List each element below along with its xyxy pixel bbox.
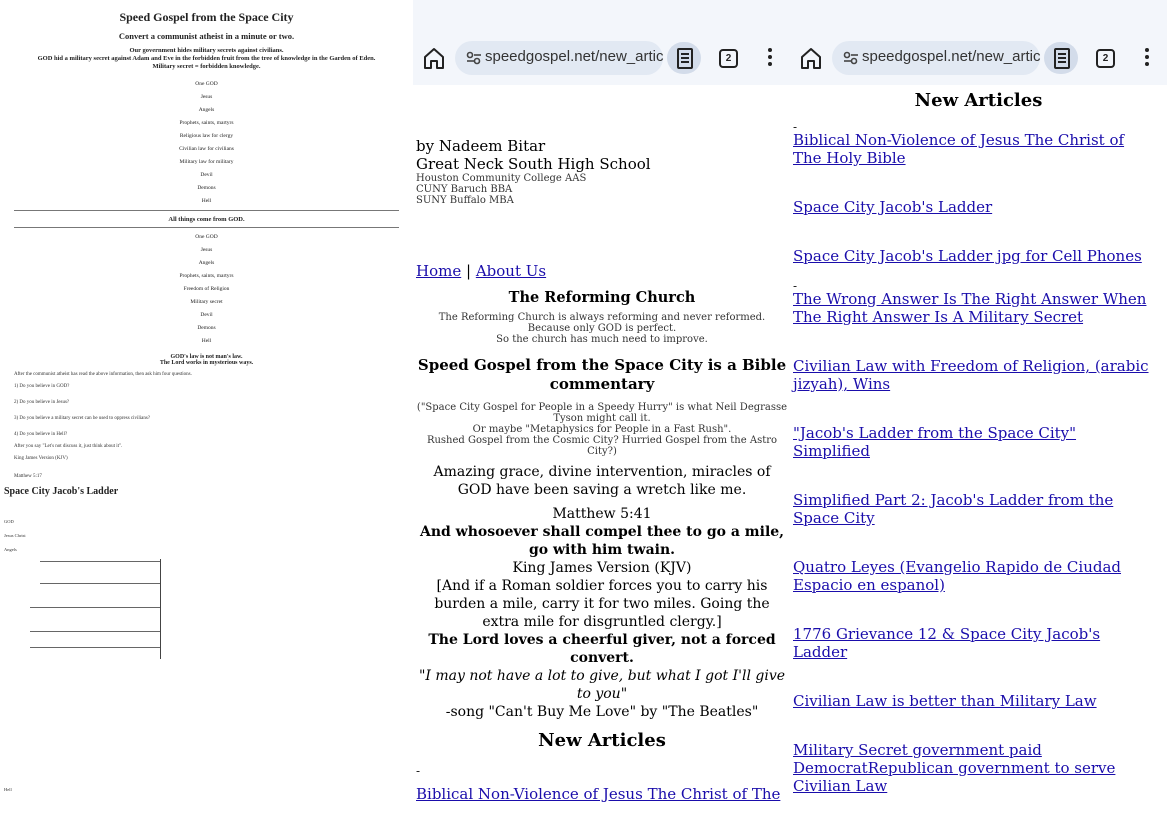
school-line: SUNY Buffalo MBA	[416, 195, 514, 206]
question-line: 2) Do you believe in Jesus?	[14, 400, 70, 405]
song-quote: "I may not have a lot to give, but what I got I'll give to you"	[418, 668, 786, 702]
law-line: The Lord works in mysterious ways.	[159, 360, 254, 366]
intro-line: GOD hid a military secret against Adam and Eve in the forbidden fruit from the tree of knowledge in the Garden of Eden.	[37, 55, 376, 62]
ladder-item: Hell	[201, 198, 212, 204]
intro-line: Military secret = forbidden knowledge.	[152, 63, 261, 70]
address-bar[interactable]	[455, 41, 663, 75]
quote-line: ("Space City Gospel for People in a Speedy Hurry" is what Neil Degrasse Tyson might call it.	[416, 402, 788, 424]
ladder-line	[30, 631, 160, 632]
question-line: After you say "Let's not discuss it, just think about it".	[14, 444, 123, 449]
ladder-line	[40, 561, 160, 562]
verse-text: And whosoever shall compel thee to go a mile, go with him twain.	[419, 524, 785, 558]
ladder-line	[30, 607, 160, 608]
reader-mode-button[interactable]	[667, 42, 701, 74]
new-articles-heading	[416, 730, 788, 751]
question-line: King James Version (KJV)	[14, 456, 68, 461]
home-link[interactable]: Home	[416, 262, 462, 280]
reforming-heading: The Reforming Church	[508, 289, 696, 306]
school-line: Houston Community College AAS	[416, 173, 587, 184]
ladder-label: GOD	[4, 519, 14, 524]
left-screenshot-panel	[0, 0, 413, 819]
commentary-section	[416, 356, 788, 721]
ladder-bottom-list	[0, 234, 413, 344]
ladder-item: Devil	[200, 172, 213, 178]
ladder-item: One GOD	[195, 81, 218, 87]
article-link[interactable]: 1776 Grievance 12 & Space City Jacob's Ladder	[793, 625, 1101, 661]
intro-text	[0, 47, 413, 71]
article-list	[793, 120, 1157, 819]
quote-line: Rushed Gospel from the Cosmic City? Hurried Gospel from the Astro City?)	[426, 435, 778, 457]
ladder-item: Prophets, saints, martyrs	[179, 273, 234, 279]
article-link[interactable]: Quatro Leyes (Evangelio Rapido de Ciudad Espacio en espanol)	[793, 558, 1122, 594]
question-line: 3) Do you believe a military secret can be used to oppress civilians?	[14, 416, 151, 421]
nav-separator: |	[466, 262, 472, 280]
list-dash: -	[793, 279, 798, 293]
reforming-line: So the church has much need to improve.	[496, 334, 708, 345]
verse-reference: Matthew 5:41	[552, 506, 652, 522]
list-dash: -	[793, 120, 798, 134]
home-icon[interactable]	[421, 44, 447, 72]
ladder-item: Jesus	[200, 94, 213, 100]
question-line: 1) Do you believe in GOD?	[14, 384, 70, 389]
commentary-heading: Speed Gospel from the Space City is a Bible commentary	[417, 356, 787, 393]
ladder-item: Demons	[197, 185, 216, 191]
ladder-item: Military secret	[190, 299, 223, 305]
ladder-heading: Space City Jacob's Ladder	[4, 486, 119, 497]
ladder-item: Jesus	[200, 247, 213, 253]
about-us-link[interactable]: About Us	[475, 262, 547, 280]
ladder-diagram	[0, 497, 413, 647]
site-settings-icon[interactable]	[842, 49, 860, 67]
ladder-label: Angels	[4, 547, 17, 552]
page-title: Speed Gospel from the Space City	[119, 10, 294, 24]
article-link[interactable]: Military Secret government paid DemocratRepublican government to serve Civilian Law	[793, 741, 1116, 795]
author-line: Great Neck South High School	[416, 155, 651, 173]
new-articles-title: New Articles	[914, 90, 1043, 111]
ladder-item: One GOD	[195, 234, 218, 240]
question-line: 4) Do you believe in Hell?	[14, 432, 68, 437]
new-articles-title: New Articles	[538, 730, 666, 751]
cheerful-giver-text: The Lord loves a cheerful giver, not a forced convert.	[428, 632, 776, 666]
article-link[interactable]: Biblical Non-Violence of Jesus The Christ of The Holy Bible	[793, 131, 1125, 167]
question-line: After the communist atheist has read the above information, then ask him four questions.	[14, 372, 192, 377]
ladder-item: Angels	[198, 107, 215, 113]
article-link[interactable]: The Wrong Answer Is The Right Answer When The Right Answer Is A Military Secret	[793, 290, 1147, 326]
ladder-label: Jesus Christ	[4, 533, 26, 538]
page-subtitle: Convert a communist atheist in a minute or two.	[118, 31, 295, 41]
kjv-label: King James Version (KJV)	[512, 560, 692, 576]
question-line: Matthew 5:17	[14, 474, 42, 479]
divider	[14, 227, 399, 228]
question-block	[0, 372, 413, 480]
ladder-item: Hell	[201, 338, 212, 344]
tab-switcher-button[interactable]: 2	[1096, 49, 1115, 68]
all-things-text: All things come from GOD.	[168, 216, 245, 223]
more-menu-icon[interactable]	[1145, 48, 1149, 69]
school-line: CUNY Baruch BBA	[416, 184, 513, 195]
ladder-line	[160, 559, 161, 659]
site-settings-icon[interactable]	[465, 49, 483, 67]
article-link[interactable]: Civilian Law with Freedom of Religion, (arabic jizyah), Wins	[793, 357, 1149, 393]
home-icon[interactable]	[798, 44, 824, 72]
ladder-item: Freedom of Religion	[183, 286, 230, 292]
quote-line: Or maybe "Metaphysics for People in a Fast Rush".	[472, 424, 732, 435]
intro-line: Our government hides military secrets against civilians.	[129, 47, 284, 54]
ladder-item: Military law for military	[179, 159, 234, 165]
ladder-item: Demons	[197, 325, 216, 331]
ladder-label: Hell	[4, 787, 12, 792]
article-link[interactable]: "Jacob's Ladder from the Space City" Simplified	[793, 424, 1077, 460]
document-icon	[1054, 48, 1070, 69]
reforming-section	[416, 289, 788, 345]
tab-switcher-button[interactable]: 2	[719, 49, 738, 68]
browser-toolbar	[790, 0, 1167, 85]
document-icon	[677, 48, 693, 69]
address-bar[interactable]	[832, 41, 1040, 75]
list-dash: -	[416, 764, 421, 778]
ladder-item: Religious law for clergy	[179, 133, 234, 139]
url-text: speedgospel.net/new_artic	[485, 48, 664, 65]
ladder-item: Angels	[198, 260, 215, 266]
ladder-item: Civilian law for civilians	[179, 146, 234, 152]
more-menu-icon[interactable]	[768, 48, 772, 69]
article-link[interactable]: Space City Jacob's Ladder	[793, 198, 993, 216]
middle-screenshot-panel	[413, 0, 790, 819]
ladder-top-list	[0, 81, 413, 204]
reader-mode-button[interactable]	[1044, 42, 1078, 74]
law-line: GOD's law is not man's law.	[170, 354, 243, 360]
article-link[interactable]: Biblical Non-Violence of Jesus The Christ of The	[416, 785, 781, 803]
site-nav	[416, 262, 546, 280]
article-link[interactable]: Space City Jacob's Ladder jpg for Cell Phones	[793, 247, 1142, 265]
author-block	[416, 137, 651, 206]
reforming-line: The Reforming Church is always reforming and never reformed.	[438, 312, 766, 323]
paraphrase-text: [And if a Roman soldier forces you to carry his burden a mile, carry it for two miles. Going the extra mile for disgruntled clergy.]	[434, 578, 770, 630]
ladder-item: Prophets, saints, martyrs	[179, 120, 234, 126]
divider	[14, 210, 399, 211]
right-screenshot-panel	[790, 0, 1167, 819]
ladder-item: Devil	[200, 312, 213, 318]
article-link[interactable]: Simplified Part 2: Jacob's Ladder from the Space City	[793, 491, 1114, 527]
ladder-line	[30, 647, 160, 648]
reforming-line: Because only GOD is perfect.	[527, 323, 677, 334]
grace-text: Amazing grace, divine intervention, miracles of GOD have been saving a wretch like me.	[433, 464, 771, 498]
article-link[interactable]: Civilian Law is better than Military Law	[793, 692, 1097, 710]
author-line: by Nadeem Bitar	[416, 137, 546, 155]
url-text: speedgospel.net/new_artic	[862, 48, 1041, 65]
song-credit: -song "Can't Buy Me Love" by "The Beatles"	[445, 704, 759, 720]
browser-toolbar	[413, 0, 790, 85]
ladder-line	[40, 583, 160, 584]
